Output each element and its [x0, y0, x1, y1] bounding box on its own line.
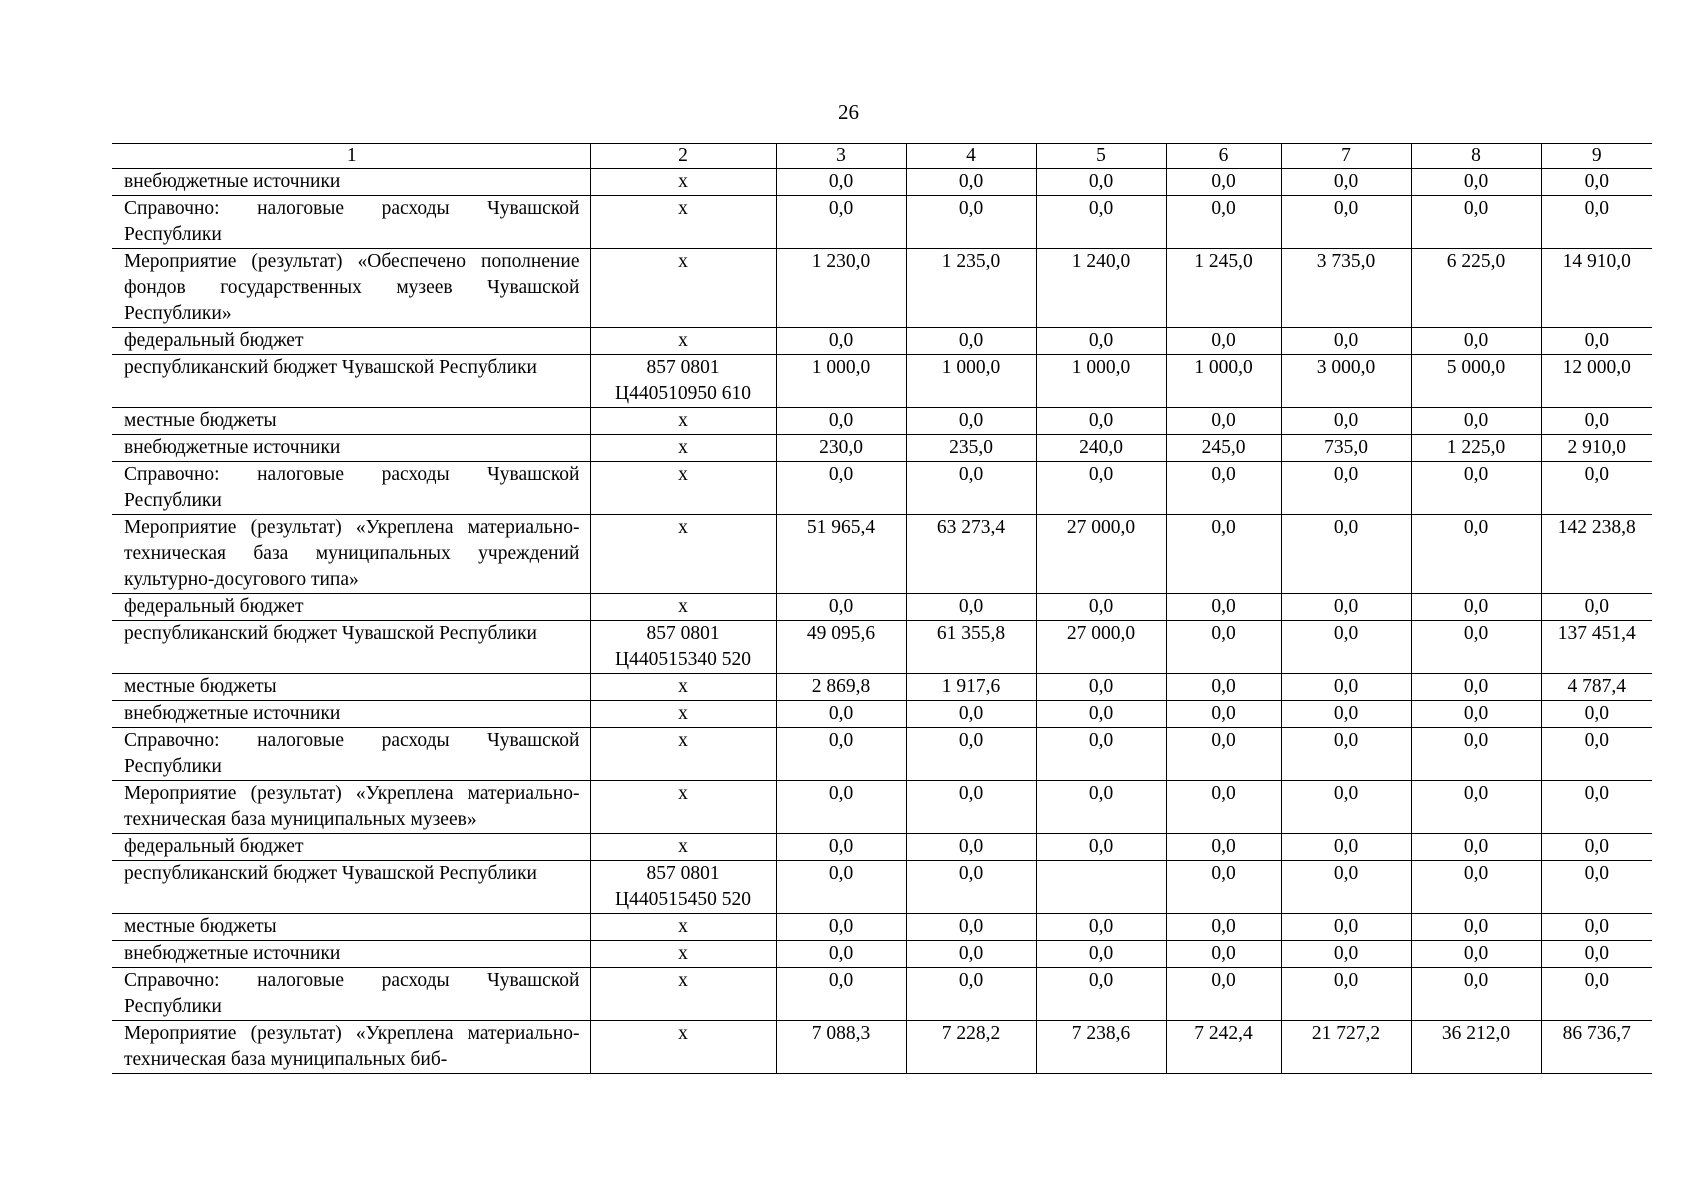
- table-row: [112, 594, 1652, 621]
- row-value-cell: 0,0: [1411, 594, 1541, 621]
- row-name-cell: местные бюджеты: [112, 408, 590, 435]
- row-name-cell: Мероприятие (результат) «Укреплена материально-техническая база муниципальных биб-: [112, 1021, 590, 1074]
- row-name-cell: Справочно: налоговые расходы Чувашской Республики: [112, 968, 590, 1021]
- row-name-cell: республиканский бюджет Чувашской Республики: [112, 621, 590, 674]
- row-value-cell: 230,0: [776, 435, 906, 462]
- row-name-cell: республиканский бюджет Чувашской Республики: [112, 355, 590, 408]
- table-row: [112, 435, 1652, 462]
- row-value-cell: 0,0: [1281, 462, 1411, 515]
- row-value-cell: 0,0: [1036, 408, 1166, 435]
- row-value-cell: 0,0: [1411, 941, 1541, 968]
- row-value-cell: 0,0: [1541, 328, 1652, 355]
- row-value-cell: 6 225,0: [1411, 249, 1541, 328]
- row-value-cell: 0,0: [1411, 621, 1541, 674]
- row-value-cell: 0,0: [1166, 968, 1281, 1021]
- row-value-cell: 0,0: [776, 941, 906, 968]
- row-value-cell: 0,0: [906, 196, 1036, 249]
- row-value-cell: 0,0: [776, 834, 906, 861]
- row-value-cell: 0,0: [776, 462, 906, 515]
- header-cell: 1: [112, 144, 590, 169]
- table-row: [112, 781, 1652, 834]
- row-value-cell: 0,0: [1541, 196, 1652, 249]
- row-value-cell: 0,0: [1036, 169, 1166, 196]
- row-value-cell: 0,0: [1541, 408, 1652, 435]
- row-value-cell: 0,0: [906, 834, 1036, 861]
- row-value-cell: 0,0: [906, 594, 1036, 621]
- row-value-cell: 0,0: [1166, 328, 1281, 355]
- row-code-cell: х: [590, 834, 776, 861]
- row-name-cell: Мероприятие (результат) «Укреплена материально-техническая база муниципальных учреждений культурно-досугового типа»: [112, 515, 590, 594]
- row-value-cell: 0,0: [776, 701, 906, 728]
- row-value-cell: 0,0: [1541, 728, 1652, 781]
- row-value-cell: 0,0: [1166, 701, 1281, 728]
- row-value-cell: 0,0: [1036, 674, 1166, 701]
- row-value-cell: 0,0: [1411, 462, 1541, 515]
- row-name-cell: Мероприятие (результат) «Обеспечено пополнение фондов государственных музеев Чувашской Республики»: [112, 249, 590, 328]
- row-value-cell: 2 869,8: [776, 674, 906, 701]
- table-row: [112, 515, 1652, 594]
- row-name-cell: федеральный бюджет: [112, 594, 590, 621]
- row-value-cell: 235,0: [906, 435, 1036, 462]
- row-value-cell: 86 736,7: [1541, 1021, 1652, 1074]
- row-value-cell: 0,0: [1036, 941, 1166, 968]
- row-value-cell: 0,0: [1166, 621, 1281, 674]
- row-value-cell: 0,0: [1166, 594, 1281, 621]
- row-value-cell: 0,0: [1411, 515, 1541, 594]
- row-code-cell: х: [590, 728, 776, 781]
- table-row: [112, 408, 1652, 435]
- table-row: [112, 701, 1652, 728]
- row-name-cell: республиканский бюджет Чувашской Республики: [112, 861, 590, 914]
- row-value-cell: 0,0: [1166, 196, 1281, 249]
- row-value-cell: 0,0: [1281, 861, 1411, 914]
- row-value-cell: 0,0: [1036, 728, 1166, 781]
- row-value-cell: 0,0: [1541, 594, 1652, 621]
- row-name-cell: Справочно: налоговые расходы Чувашской Республики: [112, 196, 590, 249]
- row-value-cell: 0,0: [776, 968, 906, 1021]
- row-value-cell: 5 000,0: [1411, 355, 1541, 408]
- table-row: [112, 328, 1652, 355]
- row-value-cell: 735,0: [1281, 435, 1411, 462]
- header-cell: 6: [1166, 144, 1281, 169]
- row-value-cell: 0,0: [1541, 169, 1652, 196]
- row-value-cell: 0,0: [776, 328, 906, 355]
- row-value-cell: 0,0: [1541, 462, 1652, 515]
- table-row: [112, 728, 1652, 781]
- row-value-cell: 7 228,2: [906, 1021, 1036, 1074]
- row-value-cell: 1 000,0: [1036, 355, 1166, 408]
- row-value-cell: 1 000,0: [776, 355, 906, 408]
- row-value-cell: 0,0: [906, 169, 1036, 196]
- row-value-cell: 0,0: [1166, 515, 1281, 594]
- row-value-cell: 51 965,4: [776, 515, 906, 594]
- header-cell: 3: [776, 144, 906, 169]
- row-value-cell: 0,0: [1541, 914, 1652, 941]
- row-value-cell: 0,0: [1166, 462, 1281, 515]
- row-value-cell: 0,0: [1281, 196, 1411, 249]
- row-name-cell: федеральный бюджет: [112, 328, 590, 355]
- row-code-cell: х: [590, 435, 776, 462]
- page-number: 26: [838, 100, 859, 124]
- row-value-cell: 0,0: [1541, 861, 1652, 914]
- row-value-cell: 0,0: [906, 462, 1036, 515]
- table-row: [112, 861, 1652, 914]
- row-code-cell: х: [590, 169, 776, 196]
- row-value-cell: 1 245,0: [1166, 249, 1281, 328]
- row-value-cell: 0,0: [1166, 941, 1281, 968]
- row-value-cell: 0,0: [1036, 462, 1166, 515]
- row-value-cell: 1 000,0: [906, 355, 1036, 408]
- row-value-cell: 4 787,4: [1541, 674, 1652, 701]
- row-value-cell: 0,0: [1281, 328, 1411, 355]
- row-value-cell: 61 355,8: [906, 621, 1036, 674]
- row-code-cell: х: [590, 196, 776, 249]
- row-value-cell: 0,0: [1411, 728, 1541, 781]
- row-value-cell: 1 235,0: [906, 249, 1036, 328]
- row-value-cell: 36 212,0: [1411, 1021, 1541, 1074]
- header-cell: 4: [906, 144, 1036, 169]
- row-value-cell: 0,0: [776, 728, 906, 781]
- row-value-cell: 0,0: [906, 968, 1036, 1021]
- row-value-cell: [1036, 861, 1166, 914]
- table-row: [112, 674, 1652, 701]
- row-value-cell: 0,0: [1541, 781, 1652, 834]
- row-value-cell: 137 451,4: [1541, 621, 1652, 674]
- budget-table: [112, 143, 1652, 1074]
- row-code-cell: х: [590, 968, 776, 1021]
- row-value-cell: 27 000,0: [1036, 621, 1166, 674]
- row-value-cell: 245,0: [1166, 435, 1281, 462]
- row-name-cell: внебюджетные источники: [112, 701, 590, 728]
- row-name-cell: Мероприятие (результат) «Укреплена материально-техническая база муниципальных музеев»: [112, 781, 590, 834]
- row-value-cell: 0,0: [1036, 834, 1166, 861]
- row-value-cell: 0,0: [1036, 328, 1166, 355]
- table-row: [112, 834, 1652, 861]
- header-cell: 9: [1541, 144, 1652, 169]
- row-code-cell: х: [590, 781, 776, 834]
- row-name-cell: внебюджетные источники: [112, 169, 590, 196]
- table-row: [112, 249, 1652, 328]
- header-cell: 2: [590, 144, 776, 169]
- row-code-cell: 857 0801 Ц440510950 610: [590, 355, 776, 408]
- row-code-cell: х: [590, 462, 776, 515]
- table-row: [112, 968, 1652, 1021]
- row-value-cell: 0,0: [1281, 594, 1411, 621]
- table-row: [112, 169, 1652, 196]
- row-value-cell: 0,0: [1541, 941, 1652, 968]
- row-value-cell: 0,0: [776, 169, 906, 196]
- row-value-cell: 0,0: [1166, 674, 1281, 701]
- row-value-cell: 0,0: [1166, 861, 1281, 914]
- table-header-row: [112, 144, 1652, 169]
- row-code-cell: 857 0801 Ц440515340 520: [590, 621, 776, 674]
- row-value-cell: 0,0: [906, 728, 1036, 781]
- row-value-cell: 0,0: [1166, 169, 1281, 196]
- row-value-cell: 2 910,0: [1541, 435, 1652, 462]
- row-value-cell: 1 240,0: [1036, 249, 1166, 328]
- row-name-cell: федеральный бюджет: [112, 834, 590, 861]
- row-value-cell: 27 000,0: [1036, 515, 1166, 594]
- row-value-cell: 0,0: [1541, 968, 1652, 1021]
- row-value-cell: 0,0: [1036, 968, 1166, 1021]
- row-name-cell: внебюджетные источники: [112, 941, 590, 968]
- table-row: [112, 462, 1652, 515]
- row-value-cell: 142 238,8: [1541, 515, 1652, 594]
- row-value-cell: 0,0: [1411, 914, 1541, 941]
- row-value-cell: 0,0: [1281, 408, 1411, 435]
- row-code-cell: х: [590, 941, 776, 968]
- row-value-cell: 0,0: [1411, 781, 1541, 834]
- row-value-cell: 0,0: [1281, 674, 1411, 701]
- row-name-cell: местные бюджеты: [112, 674, 590, 701]
- row-code-cell: х: [590, 674, 776, 701]
- row-value-cell: 0,0: [1281, 515, 1411, 594]
- row-value-cell: 0,0: [906, 781, 1036, 834]
- row-value-cell: 0,0: [1281, 968, 1411, 1021]
- row-code-cell: х: [590, 1021, 776, 1074]
- row-value-cell: 0,0: [1036, 701, 1166, 728]
- row-value-cell: 0,0: [1166, 781, 1281, 834]
- row-code-cell: х: [590, 594, 776, 621]
- row-value-cell: 0,0: [1411, 701, 1541, 728]
- row-value-cell: 0,0: [1281, 914, 1411, 941]
- row-value-cell: 0,0: [1036, 196, 1166, 249]
- row-value-cell: 0,0: [1166, 408, 1281, 435]
- table-row: [112, 1021, 1652, 1074]
- row-value-cell: 12 000,0: [1541, 355, 1652, 408]
- row-value-cell: 0,0: [1411, 196, 1541, 249]
- row-value-cell: 0,0: [1411, 674, 1541, 701]
- table-row: [112, 941, 1652, 968]
- row-value-cell: 63 273,4: [906, 515, 1036, 594]
- row-value-cell: 3 735,0: [1281, 249, 1411, 328]
- row-value-cell: 0,0: [776, 914, 906, 941]
- header-cell: 5: [1036, 144, 1166, 169]
- row-value-cell: 7 238,6: [1036, 1021, 1166, 1074]
- row-name-cell: Справочно: налоговые расходы Чувашской Республики: [112, 728, 590, 781]
- row-code-cell: х: [590, 249, 776, 328]
- row-value-cell: 0,0: [1541, 834, 1652, 861]
- row-value-cell: 0,0: [1541, 701, 1652, 728]
- row-name-cell: Справочно: налоговые расходы Чувашской Республики: [112, 462, 590, 515]
- row-value-cell: 49 095,6: [776, 621, 906, 674]
- row-value-cell: 0,0: [776, 196, 906, 249]
- row-code-cell: х: [590, 408, 776, 435]
- row-value-cell: 0,0: [1411, 834, 1541, 861]
- row-value-cell: 0,0: [906, 408, 1036, 435]
- row-value-cell: 1 917,6: [906, 674, 1036, 701]
- row-code-cell: х: [590, 914, 776, 941]
- row-value-cell: 0,0: [906, 328, 1036, 355]
- row-value-cell: 0,0: [1036, 914, 1166, 941]
- row-value-cell: 0,0: [1281, 941, 1411, 968]
- row-value-cell: 0,0: [1411, 861, 1541, 914]
- table-row: [112, 621, 1652, 674]
- row-value-cell: 240,0: [1036, 435, 1166, 462]
- row-value-cell: 0,0: [776, 781, 906, 834]
- header-cell: 8: [1411, 144, 1541, 169]
- row-value-cell: 0,0: [1036, 594, 1166, 621]
- table-row: [112, 196, 1652, 249]
- row-value-cell: 0,0: [906, 701, 1036, 728]
- row-code-cell: х: [590, 328, 776, 355]
- row-value-cell: 0,0: [1281, 728, 1411, 781]
- row-value-cell: 3 000,0: [1281, 355, 1411, 408]
- table-row: [112, 355, 1652, 408]
- row-value-cell: 7 242,4: [1166, 1021, 1281, 1074]
- row-value-cell: 1 000,0: [1166, 355, 1281, 408]
- row-name-cell: внебюджетные источники: [112, 435, 590, 462]
- row-code-cell: х: [590, 515, 776, 594]
- row-value-cell: 7 088,3: [776, 1021, 906, 1074]
- row-value-cell: 0,0: [1281, 834, 1411, 861]
- row-code-cell: 857 0801 Ц440515450 520: [590, 861, 776, 914]
- row-value-cell: 0,0: [1281, 169, 1411, 196]
- table-row: [112, 914, 1652, 941]
- row-value-cell: 0,0: [1166, 834, 1281, 861]
- row-value-cell: 0,0: [1036, 781, 1166, 834]
- row-value-cell: 0,0: [1411, 968, 1541, 1021]
- row-value-cell: 0,0: [1166, 728, 1281, 781]
- row-value-cell: 0,0: [1281, 621, 1411, 674]
- row-value-cell: 0,0: [1411, 408, 1541, 435]
- row-value-cell: 0,0: [1411, 169, 1541, 196]
- row-value-cell: 21 727,2: [1281, 1021, 1411, 1074]
- row-value-cell: 1 225,0: [1411, 435, 1541, 462]
- row-value-cell: 0,0: [1166, 914, 1281, 941]
- row-value-cell: 0,0: [906, 861, 1036, 914]
- row-value-cell: 0,0: [776, 861, 906, 914]
- row-value-cell: 14 910,0: [1541, 249, 1652, 328]
- row-value-cell: 0,0: [776, 594, 906, 621]
- row-value-cell: 0,0: [1411, 328, 1541, 355]
- row-value-cell: 0,0: [1281, 781, 1411, 834]
- row-value-cell: 0,0: [906, 941, 1036, 968]
- row-code-cell: х: [590, 701, 776, 728]
- row-value-cell: 0,0: [776, 408, 906, 435]
- row-value-cell: 0,0: [1281, 701, 1411, 728]
- row-value-cell: 0,0: [906, 914, 1036, 941]
- header-cell: 7: [1281, 144, 1411, 169]
- row-name-cell: местные бюджеты: [112, 914, 590, 941]
- row-value-cell: 1 230,0: [776, 249, 906, 328]
